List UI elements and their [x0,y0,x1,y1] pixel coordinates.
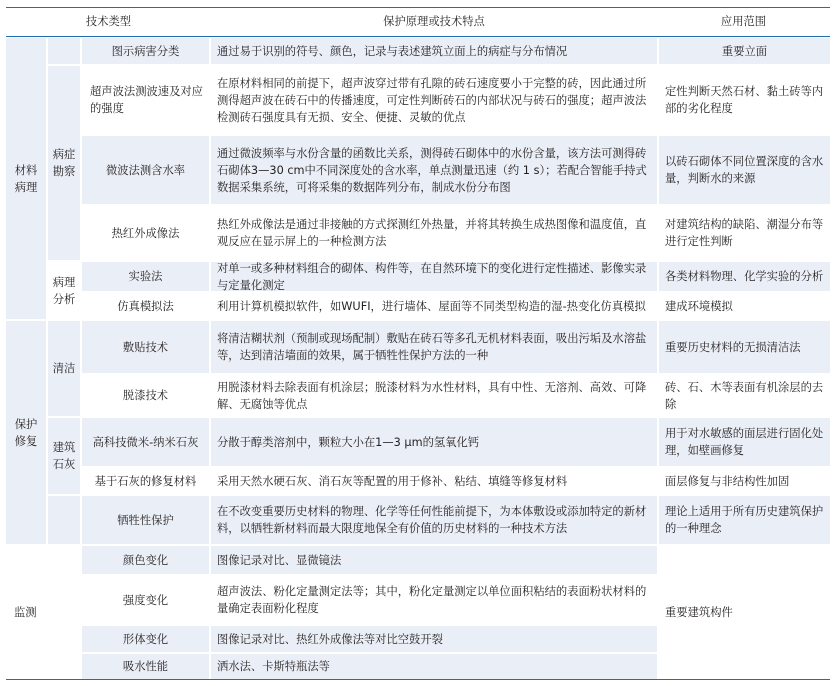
row-desc: 图像记录对比、显微镜法 [211,546,657,574]
technology-grid [6,7,830,679]
group-clean: 清洁 [48,321,80,416]
row-desc: 热红外成像法是通过非接触的方式探测红外热量，并将其转换生成热图像和温度值，直观反应在显示屏上的一种检测方法 [217,218,647,248]
row-name: 实验法 [82,262,209,291]
group-survey: 病症 勘察 [48,66,80,260]
row-desc: 将清洁糊状剂（预制或现场配制）敷贴在砖石等多孔无机材料表面，吸出污垢及水溶盐等，达到清洁墙面的效果，属于牺牲性保护方法的一种 [211,321,657,373]
row-name: 颜色变化 [82,546,209,574]
row-scope: 砖、石、木等表面有机涂层的去除 [665,380,824,411]
bottom-rule [6,679,830,680]
row-scope: 用于对水敏感的面层进行固化处理，如壁画修复 [659,418,830,466]
row-scope: 定性判断天然石材、黏土砖等内部的劣化程度 [665,85,824,115]
row-scope: 各类材料物理、化学实验的分析 [659,262,830,291]
row-name: 强度变化 [122,593,169,607]
header-principle: 保护原理或技术特点 [383,14,485,28]
group-monitor: 监测 [14,606,37,619]
row-desc: 利用计算机模拟软件，如WUFI，进行墙体、屋面等不同类型构造的湿-热变化仿真模拟 [217,299,646,313]
group-spacer [48,496,80,544]
row-scope: 对建筑结构的缺陷、潮湿分布等进行定性判断 [665,218,824,248]
row-desc: 通过易于识别的符号、颜色，记录与表述建筑立面上的病症与分布情况 [211,38,657,64]
row-desc: 在不改变重要历史材料的物理、化学等任何性能前提下，为本体敷设或添加特定的新材料，以牺牲新材料而最大限度地保全有价值的历史材料的一种技术方法 [211,496,657,544]
row-name: 牺牲性保护 [82,496,209,544]
header-rule [6,36,830,37]
row-name: 脱漆技术 [122,389,169,402]
group-lime: 建筑 石灰 [48,418,80,494]
row-name: 微波法测含水率 [82,136,209,204]
row-name: 吸水性能 [82,654,209,679]
row-name: 图示病害分类 [82,38,209,64]
header-scope: 应用范围 [720,14,767,28]
row-desc: 分散于醇类溶剂中，颗粒大小在1—3 μm的氢氧化钙 [211,418,657,466]
row-desc: 在原材料相同的前提下，超声波穿过带有孔隙的砖石速度要小于完整的砖，因此通过所测得超声波在砖石中的传播速度，可定性判断砖石的内部状况与砖石的强度；超声波法检测砖石强度具有无损、安全、便捷、灵敏的优点 [217,76,647,124]
row-name: 敷贴技术 [82,321,209,373]
row-name: 高科技微米-纳米石灰 [82,418,209,466]
row-desc: 超声波法、粉化定量测定法等；其中，粉化定量测定以单位面积粘结的表面粉状材料的量确定表面粉化程度 [217,585,647,615]
row-scope: 重要立面 [659,38,830,64]
row-desc: 通过微波频率与水份含量的函数比关系，测得砖石砌体中的水份含量，该方法可测得砖石砌体3—30 cm中不同深度处的含水率，单点测量迅速（约 1 s）；若配合智能手持式数据采集系统，可将采集的数据阵列分布，制成水份分布图 [211,136,657,204]
row-name: 超声波法测波速及对应的强度 [90,85,203,115]
header-tech-type: 技术类型 [85,14,132,28]
group-material-pathology: 材料 病理 [6,38,46,319]
group-spacer [48,38,80,64]
row-name: 热红外成像法 [111,226,180,240]
row-desc: 图像记录对比、热红外成像法等对比空鼓开裂 [211,626,657,652]
row-desc: 采用天然水硬石灰、消石灰等配置的用于修补、粘结、填缝等修复材料 [217,474,568,488]
row-scope-monitor: 重要建筑构件 [665,606,733,619]
row-desc: 对单一或多种材料组合的砌体、构件等，在自然环境下的变化进行定性描述、影像实录与定量化测定 [211,262,657,291]
row-desc: 洒水法、卡斯特瓶法等 [211,654,657,679]
row-name: 仿真模拟法 [117,299,174,313]
row-scope: 建成环境模拟 [665,299,733,313]
group-analysis: 病理 分析 [52,275,76,306]
row-scope: 面层修复与非结构性加固 [665,474,790,488]
row-scope: 重要历史材料的无损清洁法 [659,321,830,373]
group-protect-repair: 保护 修复 [6,321,46,544]
row-name: 基于石灰的修复材料 [94,474,197,488]
row-scope: 理论上适用于所有历史建筑保护的一种理念 [659,496,830,544]
row-desc: 用脱漆材料去除表面有机涂层；脱漆材料为水性材料，具有中性、无溶剂、高效、可降解、无腐蚀等优点 [217,380,647,411]
row-scope: 以砖石砌体不同位置深度的含水量，判断水的来源 [659,136,830,204]
row-name: 形体变化 [82,626,209,652]
